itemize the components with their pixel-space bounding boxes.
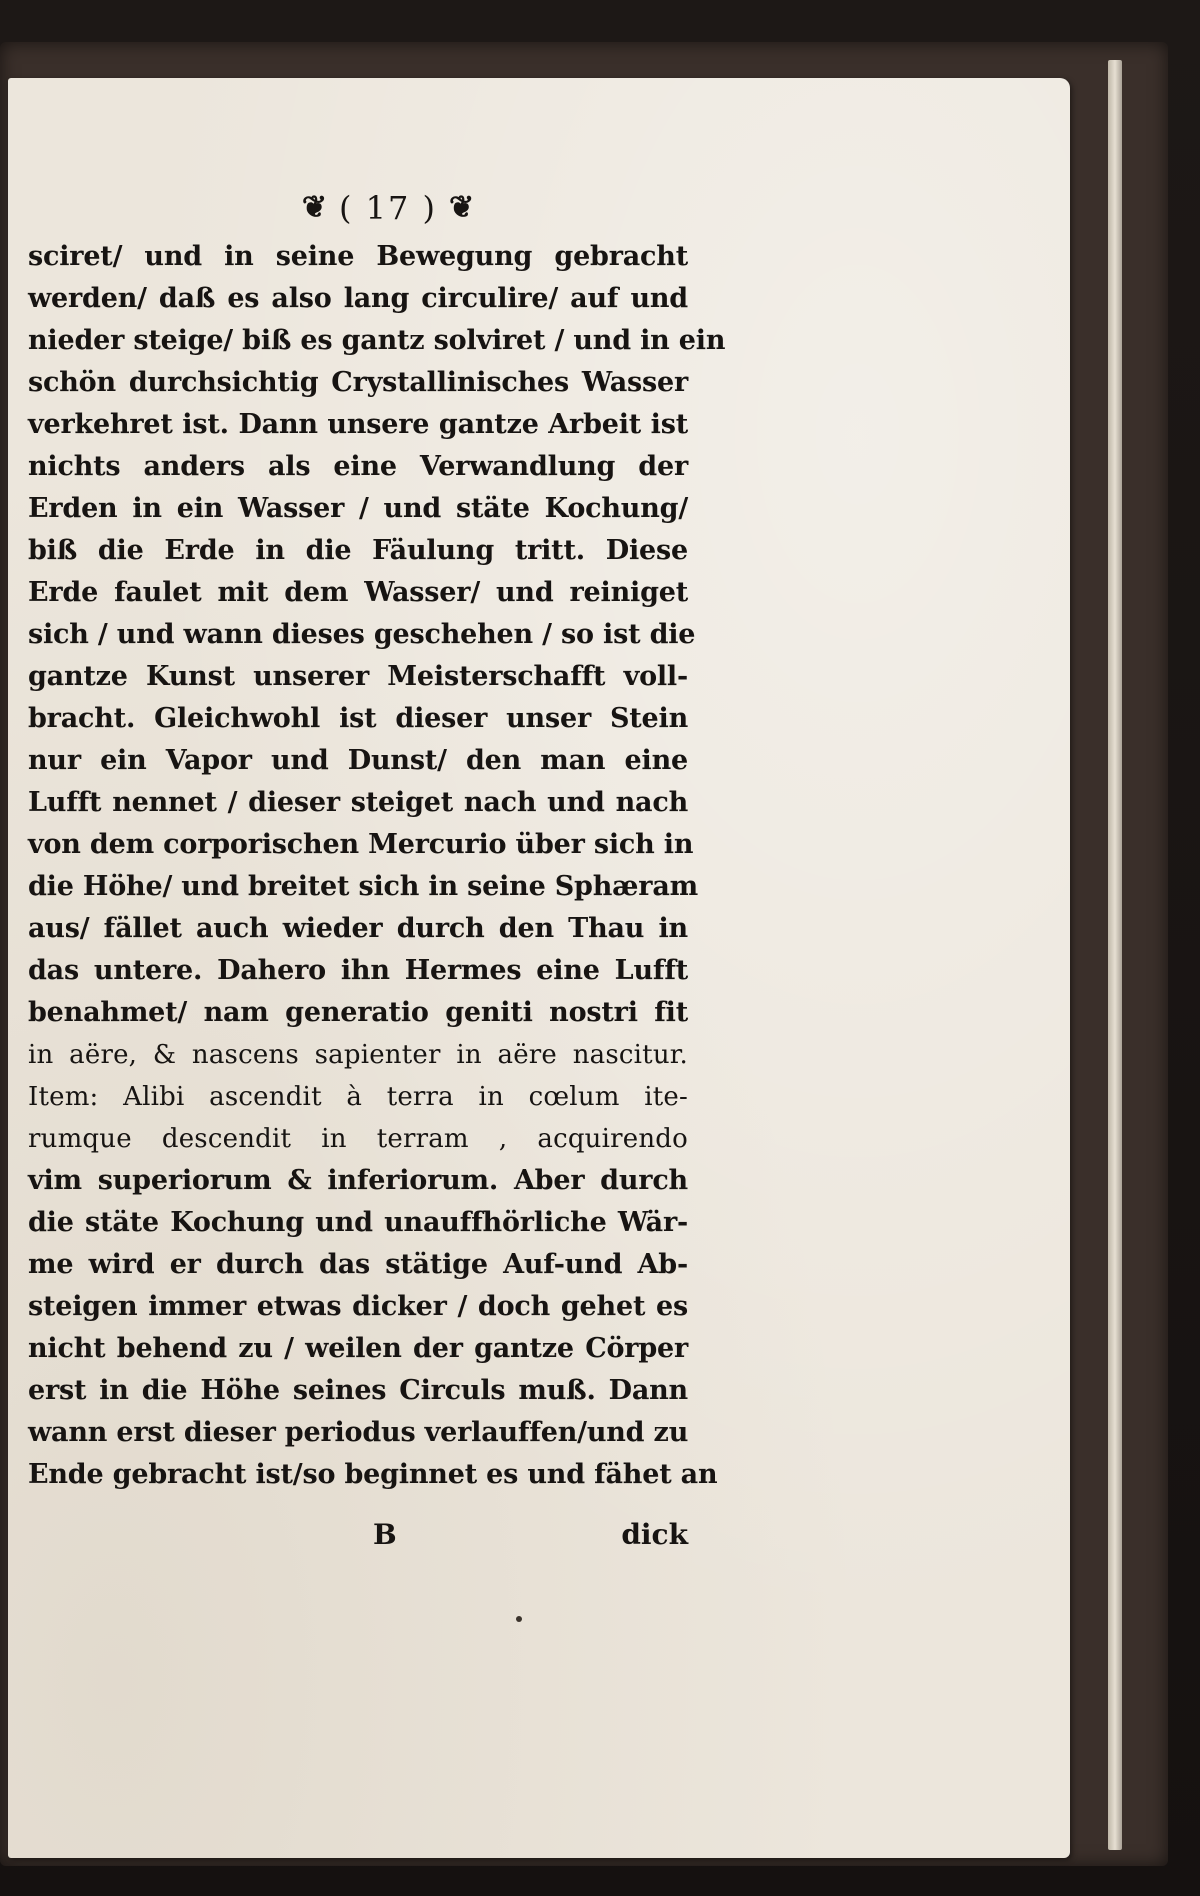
text-line: die Höhe/ und breitet sich in seine Sphæram: [28, 871, 698, 902]
paper-speck: [516, 1616, 522, 1622]
text-line: nieder steige/ biß es gantz solviret / und in ein: [28, 325, 726, 356]
text-line: von dem corporischen Mercurio über sich in: [28, 829, 694, 860]
text-line: Lufft nennet / dieser steiget nach und nach: [28, 787, 688, 818]
page-number: ( 17 ): [338, 189, 438, 227]
text-line: rumque descendit in terram , acquirendo: [28, 1124, 688, 1154]
text-line: Erde faulet mit dem Wasser/ und reiniget: [28, 577, 688, 608]
text-line: me wird er durch das stätige Auf-und Ab-: [28, 1249, 688, 1280]
text-line: nicht behend zu / weilen der gantze Cörper: [28, 1333, 688, 1364]
text-line: steigen immer etwas dicker / doch gehet es: [28, 1291, 688, 1322]
body-text: [28, 236, 726, 1496]
text-line: das untere. Dahero ihn Hermes eine Lufft: [28, 955, 688, 986]
text-line: sciret/ und in seine Bewegung gebracht: [28, 241, 688, 272]
page-footer: [28, 1518, 688, 1562]
text-line: sich / und wann dieses geschehen / so ist die: [28, 619, 696, 650]
text-line: aus/ fället auch wieder durch den Thau in: [28, 913, 688, 944]
text-line: wann erst dieser periodus verlauffen/und zu: [28, 1417, 689, 1448]
text-line: verkehret ist. Dann unsere gantze Arbeit ist: [28, 409, 688, 440]
text-line: nichts anders als eine Verwandlung der: [28, 451, 688, 482]
text-line: benahmet/ nam generatio geniti nostri fit: [28, 997, 688, 1028]
text-line: vim superiorum & inferiorum. Aber durch: [28, 1165, 688, 1196]
text-line: bracht. Gleichwohl ist dieser unser Stein: [28, 703, 688, 734]
book-page: [8, 78, 1070, 1858]
left-ornament-icon: ❦: [301, 190, 327, 225]
text-line: biß die Erde in die Fäulung tritt. Diese: [28, 535, 688, 566]
text-line: erst in die Höhe seines Circuls muß. Dann: [28, 1375, 688, 1406]
text-line: in aëre, & nascens sapienter in aëre nascitur.: [28, 1040, 688, 1070]
page-edges: [1108, 60, 1122, 1850]
text-line: Erden in ein Wasser / und stäte Kochung/: [28, 493, 688, 524]
text-line: nur ein Vapor und Dunst/ den man eine: [28, 745, 688, 776]
text-line: Item: Alibi ascendit à terra in cœlum ite-: [28, 1082, 688, 1112]
text-line: schön durchsichtig Crystallinisches Wasser: [28, 367, 688, 398]
text-line: gantze Kunst unserer Meisterschafft voll-: [28, 661, 688, 692]
catchword: dick: [621, 1518, 688, 1551]
signature-mark: B: [373, 1518, 397, 1551]
right-ornament-icon: ❦: [449, 190, 475, 225]
text-line: werden/ daß es also lang circulire/ auf und: [28, 283, 688, 314]
page-header: [238, 186, 538, 230]
text-line: Ende gebracht ist/so beginnet es und fähet an: [28, 1459, 718, 1490]
text-line: die stäte Kochung und unauffhörliche Wär-: [28, 1207, 688, 1238]
